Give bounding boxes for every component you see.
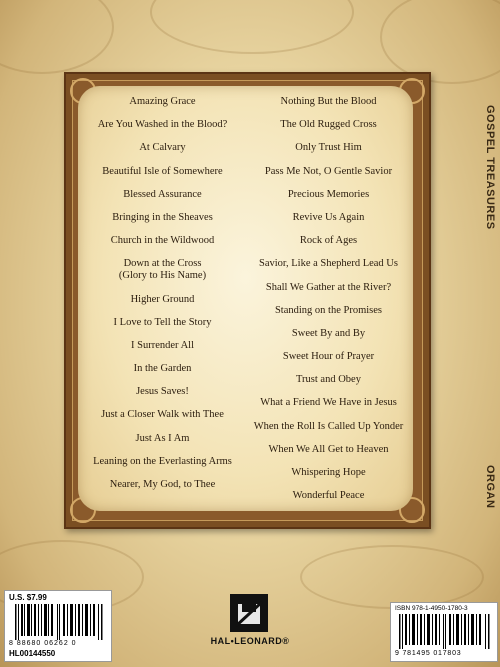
song-title: Higher Ground <box>130 293 195 305</box>
song-title: I Surrender All <box>131 339 194 351</box>
song-title: Trust and Obey <box>296 374 361 386</box>
isbn-digits: 9 781495 017803 <box>395 650 462 657</box>
song-title: Jesus Saves! <box>136 386 189 398</box>
song-title: What a Friend We Have in Jesus <box>260 397 397 409</box>
song-title: Only Trust Him <box>295 142 362 154</box>
hal-leonard-logo-icon <box>230 594 268 632</box>
song-list-panel <box>78 86 413 511</box>
song-title: Leaning on the Everlasting Arms <box>93 455 232 467</box>
song-title-two-line <box>80 258 245 282</box>
song-title: Just As I Am <box>135 432 190 444</box>
song-title: Savior, Like a Shepherd Lead Us <box>259 258 398 270</box>
song-title: Amazing Grace <box>129 96 196 107</box>
song-subtitle: (Glory to His Name) <box>118 270 207 282</box>
song-column-left <box>80 96 245 502</box>
price-barcode-label <box>4 590 112 662</box>
upc-barcode <box>15 604 103 640</box>
song-title: At Calvary <box>139 142 186 154</box>
song-title: Shall We Gather at the River? <box>265 281 392 293</box>
song-title: Nearer, My God, to Thee <box>109 479 216 490</box>
song-title: When We All Get to Heaven <box>268 443 389 455</box>
song-title: Sweet By and By <box>291 327 366 339</box>
publisher-name: HAL•LEONARD® <box>210 636 290 646</box>
song-column-right <box>246 96 411 513</box>
isbn-barcode <box>399 614 491 649</box>
isbn-barcode-label <box>390 602 498 662</box>
song-title: Whispering Hope <box>291 467 366 478</box>
song-title: Church in the Wildwood <box>110 235 215 247</box>
song-title: Precious Memories <box>287 188 370 200</box>
price-text: U.S. $7.99 <box>9 593 47 602</box>
product-code: HL00144550 <box>9 649 56 658</box>
song-title: Nothing But the Blood <box>280 96 377 107</box>
song-title: Pass Me Not, O Gentle Savior <box>264 165 393 177</box>
song-title: Are You Washed in the Blood? <box>97 119 228 131</box>
song-title: When the Roll Is Called Up Yonder <box>253 420 404 432</box>
song-title-line: Down at the Cross <box>123 258 202 270</box>
ornament-swirl <box>300 545 484 609</box>
ornament-swirl <box>150 0 354 54</box>
song-title: Just a Closer Walk with Thee <box>101 409 224 421</box>
song-title: In the Garden <box>133 363 192 375</box>
song-title: Standing on the Promises <box>274 304 383 316</box>
song-title: I Love to Tell the Story <box>113 316 212 328</box>
isbn-text: ISBN 978-1-4950-1780-3 <box>395 605 468 612</box>
song-title: Bringing in the Sheaves <box>112 211 213 223</box>
song-title: Beautiful Isle of Somewhere <box>102 165 223 177</box>
spine-instrument: ORGAN <box>484 465 496 509</box>
song-title: Blessed Assurance <box>123 188 202 200</box>
song-title: Rock of Ages <box>299 235 358 247</box>
song-title: Sweet Hour of Prayer <box>282 351 375 363</box>
upc-digits: 8 88680 06262 0 <box>9 640 77 647</box>
song-title: The Old Rugged Cross <box>280 119 377 131</box>
ornament-swirl <box>0 0 114 74</box>
spine-title: GOSPEL TREASURES <box>484 105 496 230</box>
publisher-logo <box>210 594 290 658</box>
song-title: Wonderful Peace <box>292 490 365 502</box>
song-title: Revive Us Again <box>292 211 365 223</box>
